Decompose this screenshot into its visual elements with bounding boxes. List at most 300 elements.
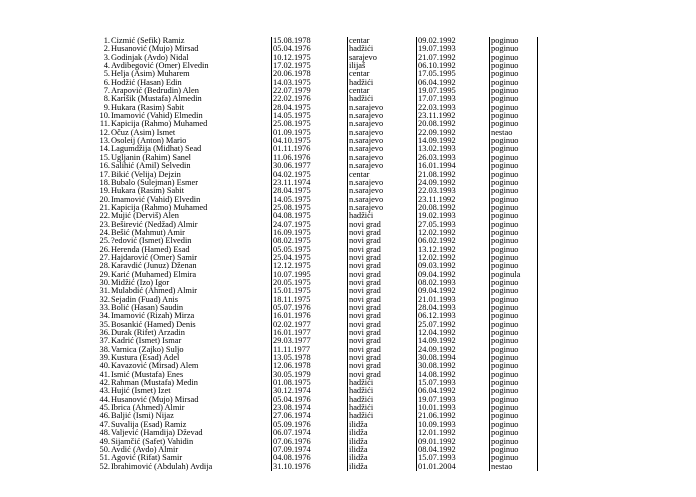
birth-date: 12.12.1975 xyxy=(272,262,348,270)
event-date: 19.07.1993 xyxy=(417,45,490,53)
row-number: 15. xyxy=(99,153,110,162)
event-date: 08.02.1993 xyxy=(417,279,490,287)
birth-date: 23.11.1974 xyxy=(272,179,348,187)
table-row xyxy=(88,404,538,412)
row-number: 37. xyxy=(99,337,110,346)
table-row xyxy=(88,154,538,162)
event-date: 21.07.1992 xyxy=(417,54,490,62)
person-name: Herenda (Hamed) Esad xyxy=(111,245,190,254)
roster-table xyxy=(88,37,538,471)
municipality: n.sarajevo xyxy=(348,145,417,153)
person-name: Hujić (Ismet) Izet xyxy=(111,387,171,396)
person-name: Avdibegović (Omer) Elvedin xyxy=(111,62,209,71)
event-date: 30.08.1992 xyxy=(417,362,490,370)
event-date: 12.02.1992 xyxy=(417,254,490,262)
birth-date: 27.06.1974 xyxy=(272,412,348,420)
status: poginuo xyxy=(490,112,538,120)
row-number: 22. xyxy=(99,212,110,221)
row-number: 13. xyxy=(99,137,110,146)
table-row xyxy=(88,371,538,379)
person-name: Karić (Muhamed) Elmira xyxy=(111,270,197,279)
row-number: 26. xyxy=(99,245,110,254)
status: poginuo xyxy=(490,354,538,362)
event-date: 12.04.1992 xyxy=(417,329,490,337)
person-name: Husanović (Mujo) Mirsad xyxy=(111,45,199,54)
person-name: Imamović (Vahid) Elmedin xyxy=(111,112,203,121)
person-name: Agović (Rifat) Samir xyxy=(111,454,183,463)
event-date: 15.07.1993 xyxy=(417,454,490,462)
person-name: Kavazović (Mirsad) Alem xyxy=(111,362,199,371)
birth-date: 04.08.1976 xyxy=(272,454,348,462)
row-number: 46. xyxy=(99,412,110,421)
row-number: 9. xyxy=(103,103,110,112)
person-name: Mujić (Derviš) Alen xyxy=(111,212,179,221)
event-date: 09.04.1992 xyxy=(417,271,490,279)
person-name: Sijamčić (Safet) Vahidin xyxy=(111,437,194,446)
birth-date: 13.05.1978 xyxy=(272,354,348,362)
event-date: 08.04.1992 xyxy=(417,446,490,454)
event-date: 09.04.1992 xyxy=(417,287,490,295)
table-row xyxy=(88,463,538,471)
row-number: 35. xyxy=(99,320,110,329)
table-row xyxy=(88,379,538,387)
table-row xyxy=(88,346,538,354)
person-name: Hukara (Rasim) Sabit xyxy=(111,187,185,196)
event-date: 22.03.1993 xyxy=(417,187,490,195)
person-name: Čizmić (Šefik) Ramiz xyxy=(111,37,185,45)
event-date: 12.02.1992 xyxy=(417,229,490,237)
event-date: 17.05.1995 xyxy=(417,70,490,78)
table-row xyxy=(88,95,538,103)
person-name: Bosankić (Hamed) Denis xyxy=(111,320,196,329)
row-number: 52. xyxy=(99,462,110,471)
person-name: Mulabdić (Ahmed) Almir xyxy=(111,287,198,296)
row-number: 4. xyxy=(103,62,110,71)
status: poginuo xyxy=(490,312,538,320)
person-name: Bešić (Mahmut) Amir xyxy=(111,228,185,237)
birth-date: 07.06.1976 xyxy=(272,438,348,446)
event-date: 09.02.1992 xyxy=(417,37,490,45)
municipality: n.sarajevo xyxy=(348,120,417,128)
status: poginuo xyxy=(490,246,538,254)
row-number: 36. xyxy=(99,329,110,338)
row-number: 30. xyxy=(99,278,110,287)
event-date: 06.02.1992 xyxy=(417,237,490,245)
row-number: 29. xyxy=(99,270,110,279)
row-number: 5. xyxy=(103,70,110,79)
status: poginuo xyxy=(490,396,538,404)
event-date: 16.01.1994 xyxy=(417,162,490,170)
birth-date: 18.11.1975 xyxy=(272,296,348,304)
status: poginuo xyxy=(490,412,538,420)
event-date: 21.01.1993 xyxy=(417,296,490,304)
person-name: Midžić (Izo) Igor xyxy=(111,278,170,287)
row-number: 50. xyxy=(99,445,110,454)
table-row xyxy=(88,396,538,404)
municipality: hadžići xyxy=(348,379,417,387)
row-number: 47. xyxy=(99,420,110,429)
municipality: sarajevo xyxy=(348,54,417,62)
row-number: 45. xyxy=(99,404,110,413)
table-row xyxy=(88,254,538,262)
person-name: Osoleij (Anton) Mario xyxy=(111,137,187,146)
birth-date: 04.10.1975 xyxy=(272,137,348,145)
person-name: Helja (Asim) Muharem xyxy=(111,70,190,79)
municipality: centar xyxy=(348,37,417,45)
status: poginuo xyxy=(490,137,538,145)
municipality: ilidža xyxy=(348,429,417,437)
person-name: Hukara (Rasim) Sabit xyxy=(111,103,185,112)
row-number: 40. xyxy=(99,362,110,371)
status: poginuo xyxy=(490,62,538,70)
row-number: 8. xyxy=(103,95,110,104)
event-date: 14.08.1992 xyxy=(417,371,490,379)
row-number: 16. xyxy=(99,162,110,171)
table-row xyxy=(88,362,538,370)
status: poginuo xyxy=(490,387,538,395)
row-number: 43. xyxy=(99,387,110,396)
status: poginuo xyxy=(490,37,538,45)
municipality: centar xyxy=(348,70,417,78)
row-number: 7. xyxy=(103,87,110,96)
table-row xyxy=(88,237,538,245)
municipality: centar xyxy=(348,171,417,179)
row-number: 11. xyxy=(99,120,110,129)
event-date: 26.03.1993 xyxy=(417,154,490,162)
person-name: Šuvalija (Esad) Ramiz xyxy=(111,420,187,429)
event-date: 23.11.1992 xyxy=(417,112,490,120)
event-date: 06.10.1992 xyxy=(417,62,490,70)
municipality: novi grad xyxy=(348,229,417,237)
birth-date: 04.08.1975 xyxy=(272,212,348,220)
roster-body xyxy=(88,37,538,471)
row-number: 18. xyxy=(99,178,110,187)
row-number: 19. xyxy=(99,187,110,196)
table-row xyxy=(88,329,538,337)
event-date: 01.01.2004 xyxy=(417,463,490,471)
municipality: hadžići xyxy=(348,396,417,404)
birth-date: 01.11.1976 xyxy=(272,145,348,153)
row-number: 41. xyxy=(99,370,110,379)
person-name: Ibrahimović (Abdulah) Avdija xyxy=(111,462,213,471)
person-name: Varnica (Zajko) Suljo xyxy=(111,345,184,354)
event-date: 21.08.1992 xyxy=(417,171,490,179)
municipality: hadžići xyxy=(348,387,417,395)
status: poginuo xyxy=(490,70,538,78)
birth-date: 11.06.1976 xyxy=(272,154,348,162)
municipality: hadžići xyxy=(348,412,417,420)
status: poginuo xyxy=(490,371,538,379)
municipality: n.sarajevo xyxy=(348,112,417,120)
birth-date: 30.06.1977 xyxy=(272,162,348,170)
status: poginuo xyxy=(490,304,538,312)
person-name: Ismić (Mustafa) Enes xyxy=(111,370,184,379)
birth-date: 04.02.1975 xyxy=(272,171,348,179)
municipality: novi grad xyxy=(348,321,417,329)
municipality: novi grad xyxy=(348,337,417,345)
row-number: 51. xyxy=(99,454,110,463)
table-row xyxy=(88,171,538,179)
birth-date: 07.09.1974 xyxy=(272,446,348,454)
birth-date: 29.03.1977 xyxy=(272,337,348,345)
event-date: 09.01.1992 xyxy=(417,438,490,446)
table-row xyxy=(88,145,538,153)
person-name: Avdić (Avdo) Almir xyxy=(111,445,179,454)
event-date: 28.04.1993 xyxy=(417,304,490,312)
birth-date: 15.08.1978 xyxy=(272,37,348,45)
birth-date: 05.07.1976 xyxy=(272,304,348,312)
status: poginuo xyxy=(490,262,538,270)
table-row xyxy=(88,287,538,295)
person-name: Bikić (Velija) Dejzin xyxy=(111,170,181,179)
birth-date: 05.04.1976 xyxy=(272,396,348,404)
status: poginuo xyxy=(490,329,538,337)
birth-date: 20.05.1975 xyxy=(272,279,348,287)
municipality: hadžići xyxy=(348,404,417,412)
municipality: ilidža xyxy=(348,438,417,446)
municipality: ilijaš xyxy=(348,62,417,70)
row-number: 34. xyxy=(99,312,110,321)
event-date: 30.08.1994 xyxy=(417,354,490,362)
status: poginuo xyxy=(490,212,538,220)
birth-date: 30.05.1979 xyxy=(272,371,348,379)
birth-date: 05.05.1975 xyxy=(272,246,348,254)
row-number: 27. xyxy=(99,253,110,262)
person-name: Rahman (Mustafa) Medin xyxy=(111,379,198,388)
table-row xyxy=(88,262,538,270)
municipality: novi grad xyxy=(348,354,417,362)
person-name: Arapović (Bedrudin) Alen xyxy=(111,87,199,96)
municipality: n.sarajevo xyxy=(348,162,417,170)
table-row xyxy=(88,54,538,62)
row-number: 33. xyxy=(99,304,110,312)
status: poginuo xyxy=(490,87,538,95)
birth-date: 22.07.1979 xyxy=(272,87,348,95)
row-number: 42. xyxy=(99,379,110,388)
table-row xyxy=(88,212,538,220)
row-number: 21. xyxy=(99,203,110,212)
status: poginuo xyxy=(490,454,538,462)
birth-date: 12.06.1978 xyxy=(272,362,348,370)
birth-date: 24.07.1975 xyxy=(272,221,348,229)
birth-date: 14.05.1975 xyxy=(272,112,348,120)
event-date: 20.08.1992 xyxy=(417,204,490,212)
status: poginuo xyxy=(490,404,538,412)
person-name: Durak (Rifet) Arzadin xyxy=(111,329,185,338)
municipality: n.sarajevo xyxy=(348,129,417,137)
table-row xyxy=(88,412,538,420)
municipality: n.sarajevo xyxy=(348,137,417,145)
table-row xyxy=(88,37,538,45)
person-name: Hajdarović (Omer) Samir xyxy=(111,253,198,262)
birth-date: 15.01.1975 xyxy=(272,287,348,295)
municipality: novi grad xyxy=(348,221,417,229)
municipality: novi grad xyxy=(348,237,417,245)
event-date: 24.09.1992 xyxy=(417,346,490,354)
table-row xyxy=(88,137,538,145)
table-row xyxy=(88,246,538,254)
table-row xyxy=(88,429,538,437)
row-number: 49. xyxy=(99,437,110,446)
municipality: novi grad xyxy=(348,254,417,262)
person-name: Valjević (Hamdija) Dževad xyxy=(111,429,203,438)
table-row xyxy=(88,70,538,78)
table-row xyxy=(88,271,538,279)
row-number: 39. xyxy=(99,354,110,363)
municipality: n.sarajevo xyxy=(348,204,417,212)
status: poginuo xyxy=(490,296,538,304)
person-name: Sejadin (Fuad) Anis xyxy=(111,295,178,304)
municipality: novi grad xyxy=(348,346,417,354)
status: poginuo xyxy=(490,171,538,179)
status: poginuo xyxy=(490,45,538,53)
municipality: n.sarajevo xyxy=(348,154,417,162)
birth-date: 31.10.1976 xyxy=(272,463,348,471)
person-name: Lagumdžija (Midhat) Sead xyxy=(111,145,202,154)
person-name: Godinjak (Avdo) Nidal xyxy=(111,53,189,62)
status: poginuo xyxy=(490,162,538,170)
table-row xyxy=(88,387,538,395)
table-row xyxy=(88,196,538,204)
status: poginuo xyxy=(490,346,538,354)
event-date: 21.06.1992 xyxy=(417,412,490,420)
birth-date: 10.07.1995 xyxy=(272,271,348,279)
row-number: 2. xyxy=(103,45,110,54)
row-number: 6. xyxy=(103,78,110,87)
row-number: 10. xyxy=(99,112,110,121)
status: poginuo xyxy=(490,229,538,237)
birth-date: 25.08.1975 xyxy=(272,204,348,212)
birth-date: 05.04.1976 xyxy=(272,45,348,53)
person-name: Bubalo (Sulejman) Esmer xyxy=(111,178,198,187)
person-name: Bolić (Hasan) Saudin xyxy=(111,304,184,312)
table-row xyxy=(88,438,538,446)
birth-date: 25.04.1975 xyxy=(272,254,348,262)
municipality: n.sarajevo xyxy=(348,104,417,112)
birth-date: 30.12.1974 xyxy=(272,387,348,395)
table-row xyxy=(88,129,538,137)
municipality: ilidža xyxy=(348,421,417,429)
table-row xyxy=(88,120,538,128)
status: poginuo xyxy=(490,429,538,437)
person-name: Karavdić (Junuz) Dženan xyxy=(111,262,197,271)
birth-date: 06.07.1974 xyxy=(272,429,348,437)
status: poginuo xyxy=(490,446,538,454)
person-name: Salihić (Amil) Selvedin xyxy=(111,162,191,171)
event-date: 27.05.1993 xyxy=(417,221,490,229)
event-date: 19.02.1993 xyxy=(417,212,490,220)
event-date: 13.12.1992 xyxy=(417,246,490,254)
status: poginuo xyxy=(490,279,538,287)
municipality: novi grad xyxy=(348,279,417,287)
person-name: Husanović (Mujo) Mirsad xyxy=(111,395,199,404)
status: poginuo xyxy=(490,104,538,112)
row-number: 20. xyxy=(99,195,110,204)
birth-date: 20.06.1978 xyxy=(272,70,348,78)
event-date: 06.12.1993 xyxy=(417,312,490,320)
person-name: Kadrić (Ismet) Ismar xyxy=(111,337,182,346)
birth-date: 14.05.1975 xyxy=(272,196,348,204)
person-name: Očuz (Asim) Ismet xyxy=(111,128,176,137)
municipality: n.sarajevo xyxy=(348,196,417,204)
table-row xyxy=(88,421,538,429)
table-row xyxy=(88,104,538,112)
row-number: 12. xyxy=(99,128,110,137)
row-number: 32. xyxy=(99,295,110,304)
row-number: 3. xyxy=(103,53,110,62)
municipality: ilidža xyxy=(348,463,417,471)
status: poginuo xyxy=(490,54,538,62)
municipality: novi grad xyxy=(348,246,417,254)
person-name: Beširević (Nedžad) Almir xyxy=(111,220,198,229)
birth-date: 05.09.1976 xyxy=(272,421,348,429)
status: poginuo xyxy=(490,95,538,103)
municipality: novi grad xyxy=(348,371,417,379)
status: poginuo xyxy=(490,287,538,295)
table-row xyxy=(88,187,538,195)
status: poginuo xyxy=(490,421,538,429)
municipality: centar xyxy=(348,87,417,95)
birth-date: 28.04.1975 xyxy=(272,187,348,195)
municipality: hadžići xyxy=(348,45,417,53)
municipality: n.sarajevo xyxy=(348,179,417,187)
table-row xyxy=(88,312,538,320)
municipality: n.sarajevo xyxy=(348,187,417,195)
event-date: 25.07.1992 xyxy=(417,321,490,329)
status: poginuo xyxy=(490,179,538,187)
municipality: hadžići xyxy=(348,95,417,103)
birth-date: 08.02.1975 xyxy=(272,237,348,245)
person-name: Hodžić (Hasan) Edin xyxy=(111,78,182,87)
row-number: 38. xyxy=(99,345,110,354)
status: poginuo xyxy=(490,221,538,229)
event-date: 12.01.1992 xyxy=(417,429,490,437)
row-number: 25. xyxy=(99,237,110,246)
row-number: 48. xyxy=(99,429,110,438)
municipality: ilidža xyxy=(348,446,417,454)
person-name: Imamović (Vahid) Elvedin xyxy=(111,195,201,204)
event-date: 14.09.1992 xyxy=(417,137,490,145)
row-number: 24. xyxy=(99,228,110,237)
person-name: Ibrica (Ahmed) Almir xyxy=(111,404,185,413)
status: poginuo xyxy=(490,154,538,162)
municipality: hadžići xyxy=(348,212,417,220)
status: poginuo xyxy=(490,145,538,153)
municipality: novi grad xyxy=(348,362,417,370)
event-date: 14.09.1992 xyxy=(417,337,490,345)
municipality: novi grad xyxy=(348,287,417,295)
table-row xyxy=(88,62,538,70)
municipality: novi grad xyxy=(348,296,417,304)
event-date: 22.09.1992 xyxy=(417,129,490,137)
birth-date: 17.02.1975 xyxy=(272,62,348,70)
status: poginuo xyxy=(490,337,538,345)
birth-date: 10.12.1975 xyxy=(272,54,348,62)
row-number: 28. xyxy=(99,262,110,271)
person-name: ?edović (Ismet) Elvedin xyxy=(111,237,192,246)
birth-date: 28.04.1975 xyxy=(272,104,348,112)
event-date: 10.09.1993 xyxy=(417,421,490,429)
event-date: 10.01.1993 xyxy=(417,404,490,412)
row-number: 14. xyxy=(99,145,110,154)
table-row xyxy=(88,112,538,120)
status: poginuo xyxy=(490,187,538,195)
table-row xyxy=(88,79,538,87)
event-date: 20.08.1992 xyxy=(417,120,490,128)
status: nestao xyxy=(490,129,538,137)
birth-date: 11.11.1977 xyxy=(272,346,348,354)
table-row xyxy=(88,354,538,362)
